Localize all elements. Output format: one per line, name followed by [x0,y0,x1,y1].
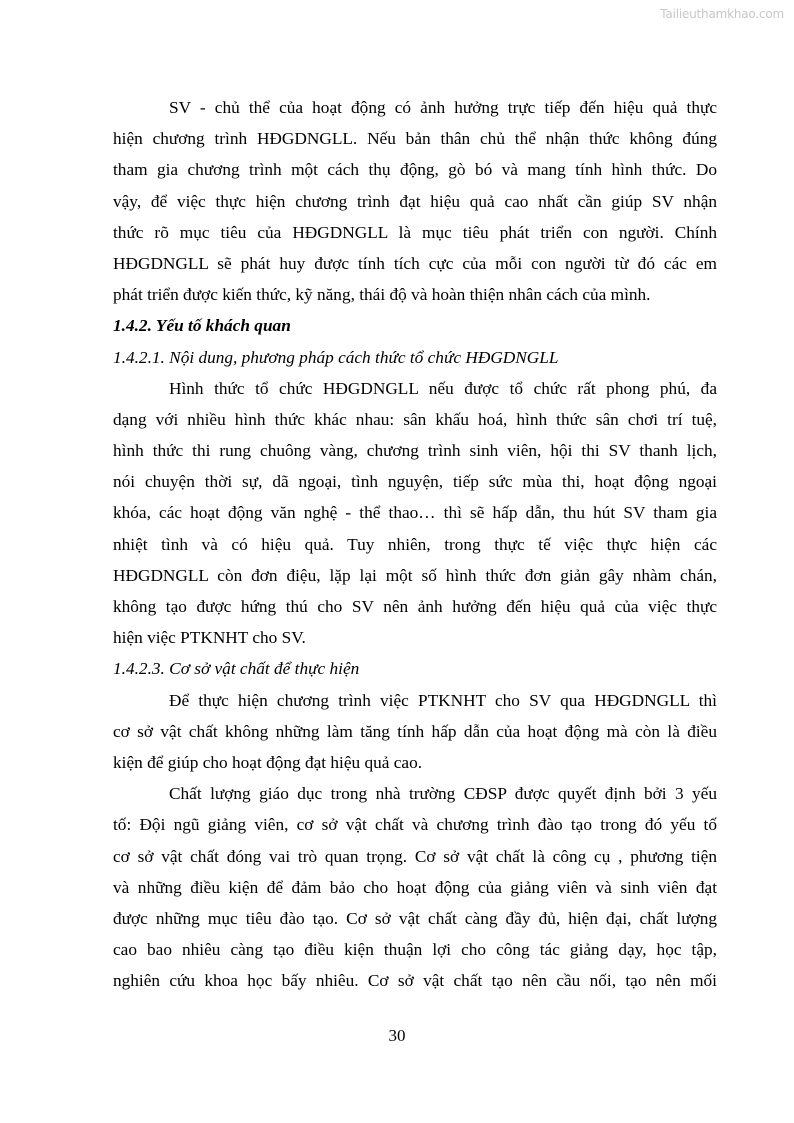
text-line: SV - chủ thể của hoạt động có ảnh hưởng trực tiếp đến hiệu quả thực [169,98,717,117]
text-line: không tạo được hứng thú cho SV nên ảnh hưởng đến hiệu quả của việc thực [113,597,717,616]
text-line: hình thức thi rung chuông vàng, chương trình sinh viên, hội thi SV thanh lịch, [113,441,717,461]
text-line: Hình thức tổ chức HĐGDNGLL nếu được tổ chức rất phong phú, đa [169,378,717,398]
page-number: 30 [388,1026,406,1045]
text-line: cơ sở vật chất đóng vai trò quan trọng. Cơ sở vật chất là công cụ , phương tiện [113,846,717,866]
text-line: Để thực hiện chương trình việc PTKNHT cho SV qua HĐGDNGLL thì [169,690,717,710]
subsection-heading: 1.4.2.3. Cơ sở vật chất để thực hiện [113,659,360,679]
text-line: thức rõ mục tiêu của HĐGDNGLL là mục tiêu phát triển con người. Chính [113,222,717,242]
text-line: được những mục tiêu đào tạo. Cơ sở vật chất càng đầy đủ, hiện đại, chất lượng [113,908,717,928]
paragraph [113,778,717,996]
section-heading: 1.4.2. Yếu tố khách quan [113,316,291,336]
text-line: HĐGDNGLL sẽ phát huy được tính tích cực của mỗi con người từ đó các em [113,253,717,273]
paragraph [113,373,717,654]
text-line: nói chuyện thời sự, dã ngoại, tình nguyện, tiếp sức mùa thi, hoạt động ngoại [113,472,717,492]
text-line: tố: Đội ngũ giảng viên, cơ sở vật chất và chương trình đào tạo trong đó yếu tố [113,815,717,835]
text-line: cơ sở vật chất không những làm tăng tính hấp dẫn của hoạt động mà còn là điều [113,721,717,741]
paragraph [113,685,717,779]
text-line: cao bao nhiêu càng tạo điều kiện thuận lợi cho công tác giảng dạy, học tập, [113,940,717,960]
text-line: phát triển được kiến thức, kỹ năng, thái độ và hoàn thiện nhân cách của mình. [113,285,651,305]
subsection-heading: 1.4.2.1. Nội dung, phương pháp cách thức tổ chức HĐGDNGLL [113,347,559,367]
watermark: Tailieuthamkhao.com [660,7,784,21]
text-line: hiện chương trình HĐGDNGLL. Nếu bản thân chủ thể nhận thức không đúng [113,129,717,149]
paragraph [113,92,717,310]
text-line: khóa, các hoạt động văn nghệ - thể thao… thì sẽ hấp dẫn, thu hút SV tham gia [113,503,717,523]
text-line: Chất lượng giáo dục trong nhà trường CĐSP được quyết định bởi 3 yếu [169,784,717,804]
text-line: HĐGDNGLL còn đơn điệu, lặp lại một số hình thức đơn giản gây nhàm chán, [113,565,717,585]
text-line: kiện để giúp cho hoạt động đạt hiệu quả cao. [113,752,423,772]
text-line: nhiệt tình và có hiệu quả. Tuy nhiên, trong thực tế việc thực hiện các [113,534,717,554]
text-line: hiện việc PTKNHT cho SV. [113,628,306,648]
text-line: nghiên cứu khoa học bấy nhiêu. Cơ sở vật chất tạo nên cầu nối, tạo nên mối [113,971,717,991]
text-line: vậy, để việc thực hiện chương trình đạt hiệu quả cao nhất cần giúp SV nhận [113,191,717,211]
text-line: dạng với nhiều hình thức khác nhau: sân khấu hoá, hình thức sân chơi trí tuệ, [113,409,717,429]
text-line: tham gia chương trình một cách thụ động, gò bó và mang tính hình thức. Do [113,160,717,180]
text-line: và những điều kiện để đảm bảo cho hoạt động của giảng viên và sinh viên đạt [113,877,717,897]
document-page [113,92,717,996]
